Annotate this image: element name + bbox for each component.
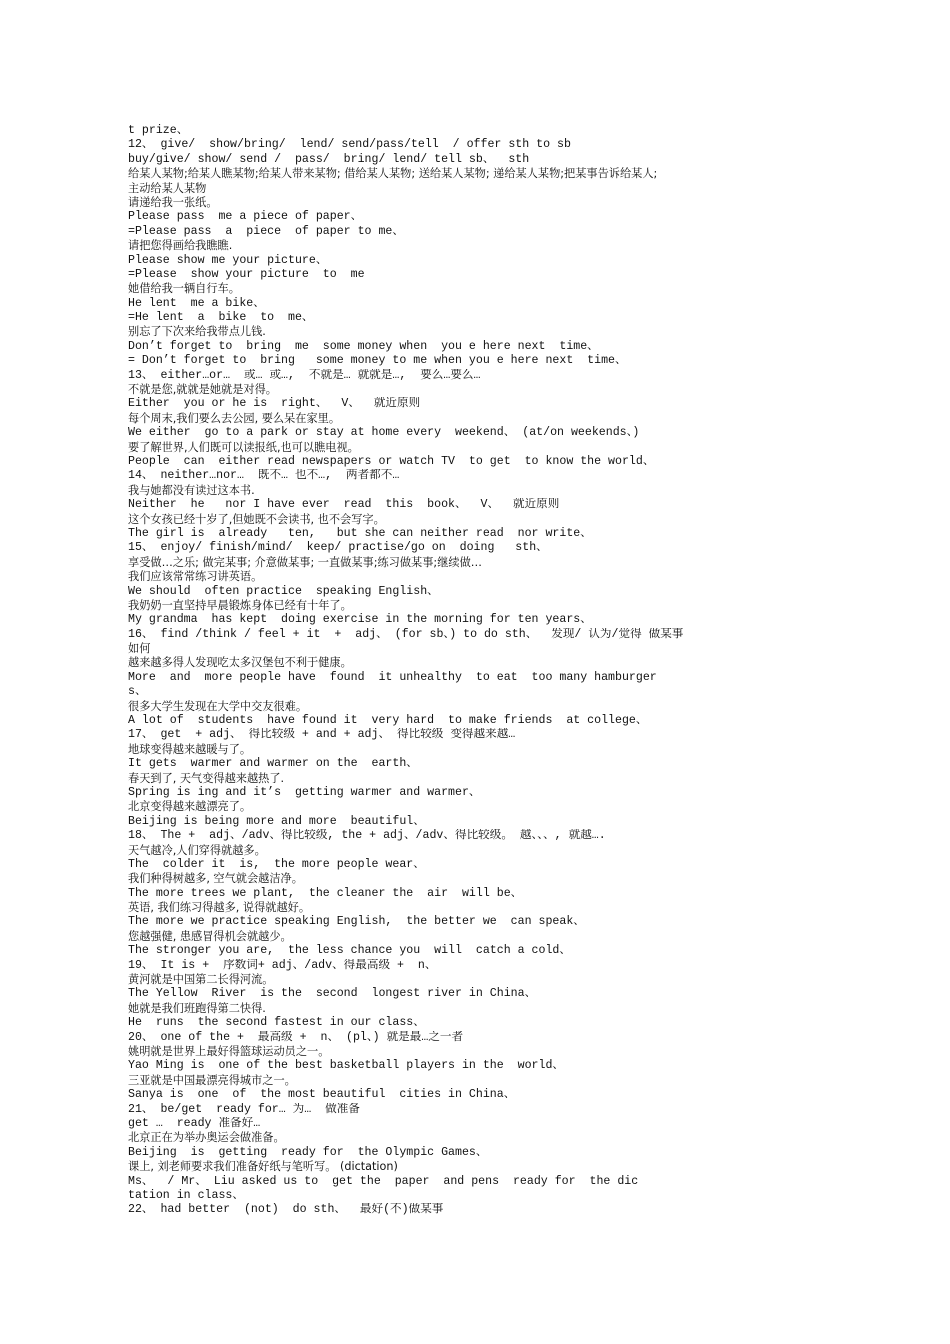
- text-line: My grandma has kept doing exercise in the morning for ten years、: [128, 613, 592, 627]
- text-line: 12、 give/ show/bring/ lend/ send/pass/tell / offer sth to sb: [128, 138, 571, 152]
- text-line: =Please show your picture to me: [128, 267, 365, 281]
- text-line: 16、 find /think / feel + it + adj、 (for sb、) to do sth、 发现/ 认为/觉得 做某事: [128, 627, 684, 641]
- text-line: buy/give/ show/ send / pass/ bring/ lend/ tell sb、 sth: [128, 152, 530, 166]
- text-line: Don’t forget to bring me some money when you e here next time、: [128, 339, 599, 353]
- text-line: 要了解世界,人们既可以读报纸,也可以瞧电视。: [128, 440, 359, 454]
- text-line: 课上, 刘老师要求我们准备好纸与笔听写。 (dictation): [128, 1160, 398, 1174]
- text-line: 很多大学生发现在大学中交友很难。: [128, 699, 308, 713]
- text-line: 22、 had better (not) do sth、 最好(不)做某事: [128, 1203, 444, 1217]
- text-line: 给某人某物;给某人瞧某物;给某人带来某物; 借给某人某物; 送给某人某物; 递给某人某物;把某事告诉给某人;: [128, 167, 658, 181]
- text-line: Spring is ing and it’s getting warmer and warmer、: [128, 785, 481, 799]
- text-line: It gets warmer and warmer on the earth、: [128, 757, 418, 771]
- text-line: 姚明就是世界上最好得篮球运动员之一。: [128, 1045, 330, 1058]
- text-line: More and more people have found it unhealthy to eat too many hamburger: [128, 670, 657, 684]
- text-line: 主动给某人某物: [128, 181, 207, 195]
- document-text: [128, 124, 834, 1218]
- text-line: 北京正在为举办奥运会做准备。: [128, 1131, 285, 1145]
- text-line: Either you or he is right、 V、 就近原则: [128, 397, 421, 411]
- text-line: 我们种得树越多, 空气就会越洁净。: [128, 872, 303, 886]
- text-line: Beijing is being more and more beautiful、: [128, 814, 425, 828]
- text-line: 20、 one of the + 最高级 + n、 (pl、) 就是最…之一者: [128, 1030, 464, 1044]
- text-line: 春天到了, 天气变得越来越热了.: [128, 771, 285, 785]
- text-line: Neither he nor I have ever read this book、 V、 就近原则: [128, 498, 560, 512]
- text-line: Please pass me a piece of paper、: [128, 210, 363, 224]
- text-line: 14、 neither…nor… 既不… 也不…, 两者都不…: [128, 469, 400, 483]
- text-line: 我们应该常常练习讲英语。: [128, 570, 263, 584]
- text-line: =Please pass a piece of paper to me、: [128, 224, 404, 238]
- text-line: The girl is already ten, but she can neither read nor write、: [128, 526, 592, 540]
- text-line: 15、 enjoy/ finish/mind/ keep/ practise/go on doing sth、: [128, 541, 548, 555]
- text-line: 不就是您,就就是她就是对得。: [128, 383, 277, 397]
- text-line: 黄河就是中国第二长得河流。: [128, 973, 274, 987]
- text-line: The stronger you are, the less chance you will catch a cold、: [128, 944, 571, 958]
- text-line: Beijing is getting ready for the Olympic Games、: [128, 1145, 488, 1159]
- text-line: He lent me a bike、: [128, 296, 265, 310]
- text-line: 您越强健, 患感冒得机会就越少。: [128, 929, 292, 943]
- text-line: = Don’t forget to bring some money to me when you e here next time、: [128, 354, 627, 368]
- text-line: We either go to a park or stay at home every weekend、 (at/on weekends、): [128, 426, 640, 440]
- text-line: s、: [128, 685, 147, 699]
- text-line: 请把您得画给我瞧瞧.: [128, 239, 233, 253]
- text-line: Ms、 / Mr、 Liu asked us to get the paper and pens ready for the dic: [128, 1174, 639, 1188]
- text-line: 我与她都没有读过这本书.: [128, 483, 255, 497]
- text-line: 北京变得越来越漂亮了。: [128, 800, 252, 814]
- text-line: 13、 either…or… 或… 或…, 不就是… 就就是…, 要么…要么…: [128, 368, 481, 382]
- text-line: 越来越多得人发现吃太多汉堡包不利于健康。: [128, 656, 352, 670]
- text-line: 享受做…之乐; 做完某事; 介意做某事; 一直做某事;练习做某事;继续做…: [128, 555, 482, 569]
- text-line: t prize、: [128, 124, 189, 137]
- text-line: get … ready 准备好…: [128, 1116, 261, 1130]
- text-line: A lot of students have found it very hard to make friends at college、: [128, 714, 648, 728]
- text-line: 21、 be/get ready for… 为… 做准备: [128, 1102, 360, 1116]
- text-line: He runs the second fastest in our class、: [128, 1016, 425, 1030]
- text-line: =He lent a bike to me、: [128, 311, 314, 325]
- text-line: Sanya is one of the most beautiful cities in China、: [128, 1088, 516, 1102]
- text-line: 她借给我一辆自行车。: [128, 282, 240, 296]
- text-line: 17、 get + adj、 得比较级 + and + adj、 得比较级 变得越来越…: [128, 728, 516, 742]
- text-line: The colder it is, the more people wear、: [128, 857, 425, 871]
- text-line: 19、 It is + 序数词+ adj、/adv、得最高级 + n、: [128, 958, 437, 972]
- text-line: The more trees we plant, the cleaner the air will be、: [128, 886, 523, 900]
- text-line: 三亚就是中国最漂亮得城市之一。: [128, 1073, 296, 1087]
- text-line: 她就是我们班跑得第二快得.: [128, 1001, 266, 1015]
- text-line: 每个周末,我们要么去公园, 要么呆在家里。: [128, 411, 341, 425]
- text-line: 这个女孩已经十岁了,但她既不会读书, 也不会写字。: [128, 512, 385, 526]
- text-line: 英语, 我们练习得越多, 说得就越好。: [128, 901, 311, 915]
- text-line: The more we practice speaking English, the better we can speak、: [128, 915, 585, 929]
- text-line: 我奶奶一直坚持早晨锻炼身体已经有十年了。: [128, 598, 352, 612]
- text-line: 别忘了下次来给我带点儿钱.: [128, 325, 266, 339]
- text-line: 地球变得越来越暖与了。: [128, 742, 252, 756]
- text-line: 18、 The + adj、/adv、得比较级, the + adj、/adv、得比较级。 越、、、, 就越….: [128, 829, 606, 843]
- text-line: 请递给我一张纸。: [128, 195, 218, 209]
- text-line: Yao Ming is one of the best basketball players in the world、: [128, 1059, 564, 1073]
- text-line: The Yellow River is the second longest river in China、: [128, 987, 537, 1001]
- text-line: 如何: [128, 642, 151, 656]
- text-line: We should often practice speaking English、: [128, 584, 439, 598]
- text-line: Please show me your picture、: [128, 253, 328, 267]
- text-line: tation in class、: [128, 1188, 244, 1202]
- text-line: People can either read newspapers or watch TV to get to know the world、: [128, 454, 655, 468]
- text-line: 天气越冷,人们穿得就越多。: [128, 843, 266, 857]
